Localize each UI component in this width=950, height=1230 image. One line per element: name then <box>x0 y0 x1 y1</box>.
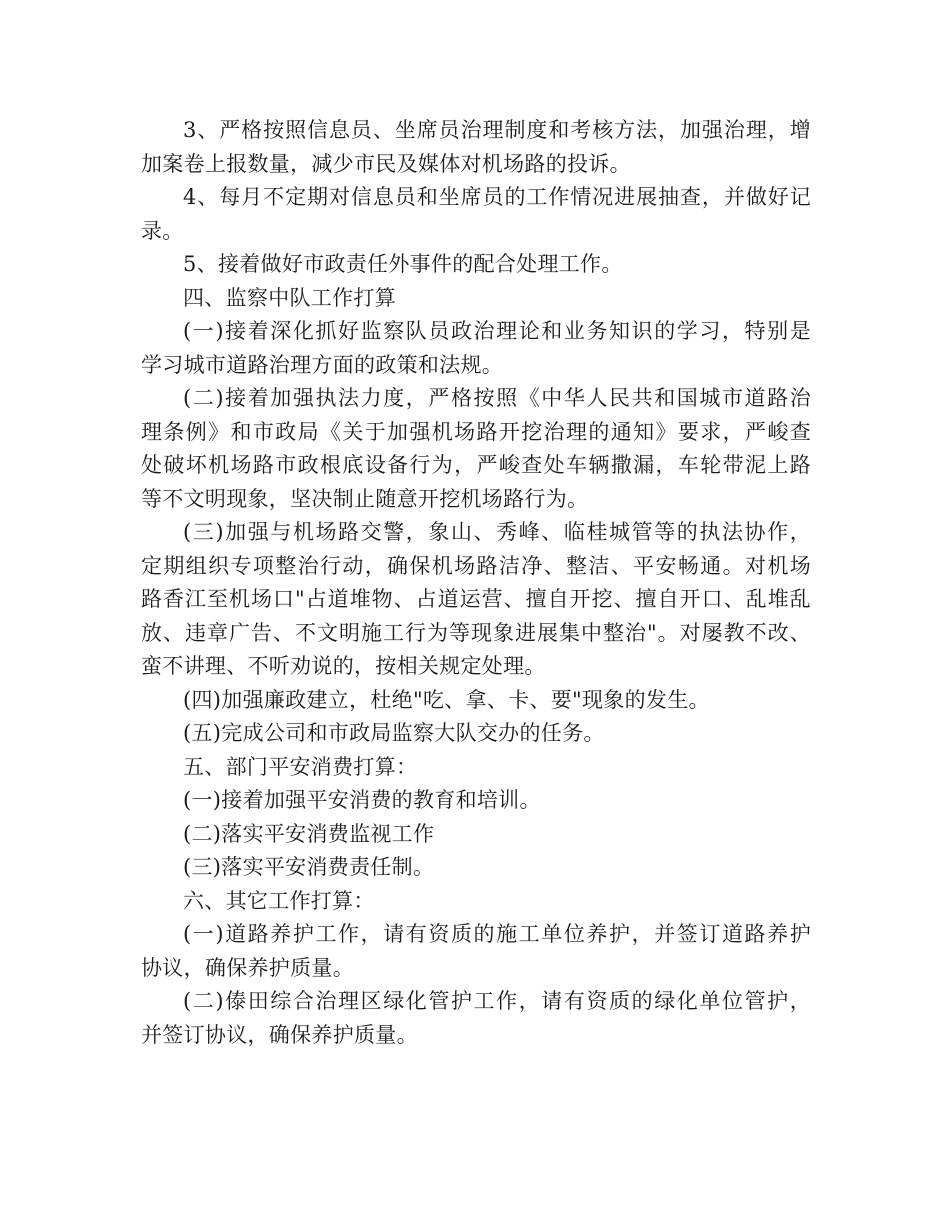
text-line: 5、接着做好市政责任外事件的配合处理工作。 <box>183 252 623 276</box>
text-line: (三)加强与机场路交警，象山、秀峰、临桂城管等的执法协作， <box>183 520 811 544</box>
text-line: (一)接着深化抓好监察队员政治理论和业务知识的学习，特别是 <box>183 319 811 343</box>
text-line: (二)接着加强执法力度，严格按照《中华人民共和国城市道路治 <box>183 386 811 410</box>
text-line: (二)傣田综合治理区绿化管护工作，请有资质的绿化单位管护， <box>183 989 811 1013</box>
text-line: 放、违章广告、不文明施工行为等现象进展集中整治"。对屡教不改、 <box>141 620 811 645</box>
text-line: 学习城市道路治理方面的政策和法规。 <box>141 352 504 377</box>
text-line: 录。 <box>141 218 184 243</box>
text-line: 并签订协议，确保养护质量。 <box>141 1022 418 1047</box>
text-line: 五、部门平安消费打算： <box>183 754 418 779</box>
text-line: 4、每月不定期对信息员和坐席员的工作情况进展抽查，并做好记 <box>183 185 811 209</box>
text-line: 六、其它工作打算： <box>183 888 375 913</box>
text-line: 协议，确保养护质量。 <box>141 955 354 980</box>
text-line: (五)完成公司和市政局监察大队交办的任务。 <box>183 721 605 745</box>
text-line: 定期组织专项整治行动，确保机场路洁净、整洁、平安畅通。对机场 <box>141 553 811 578</box>
text-line: 等不文明现象，坚决制止随意开挖机场路行为。 <box>141 486 589 511</box>
text-line: 蛮不讲理、不听劝说的，按相关规定处理。 <box>141 654 546 678</box>
document-body <box>141 114 811 1052</box>
text-line: (二)落实平安消费监视工作 <box>183 821 435 846</box>
text-line: 3、严格按照信息员、坐席员治理制度和考核方法，加强治理，增 <box>183 118 811 142</box>
text-line: 加案卷上报数量，减少市民及媒体对机场路的投诉。 <box>141 151 631 176</box>
text-line: (一)接着加强平安消费的教育和培训。 <box>183 788 541 812</box>
text-line: 四、监察中队工作打算 <box>183 285 396 310</box>
text-line: 处破坏机场路市政根底设备行为，严峻查处车辆撒漏，车轮带泥上路 <box>141 453 811 477</box>
text-line: (三)落实平安消费责任制。 <box>183 855 435 879</box>
text-line: (四)加强廉政建立，杜绝"吃、拿、卡、要"现象的发生。 <box>183 687 710 712</box>
text-line: (一)道路养护工作，请有资质的施工单位养护，并签订道路养护 <box>183 922 811 946</box>
text-line: 路香江至机场口"占道堆物、占道运营、擅自开挖、擅自开口、乱堆乱 <box>141 587 811 611</box>
text-line: 理条例》和市政局《关于加强机场路开挖治理的通知》要求，严峻查 <box>141 419 811 444</box>
